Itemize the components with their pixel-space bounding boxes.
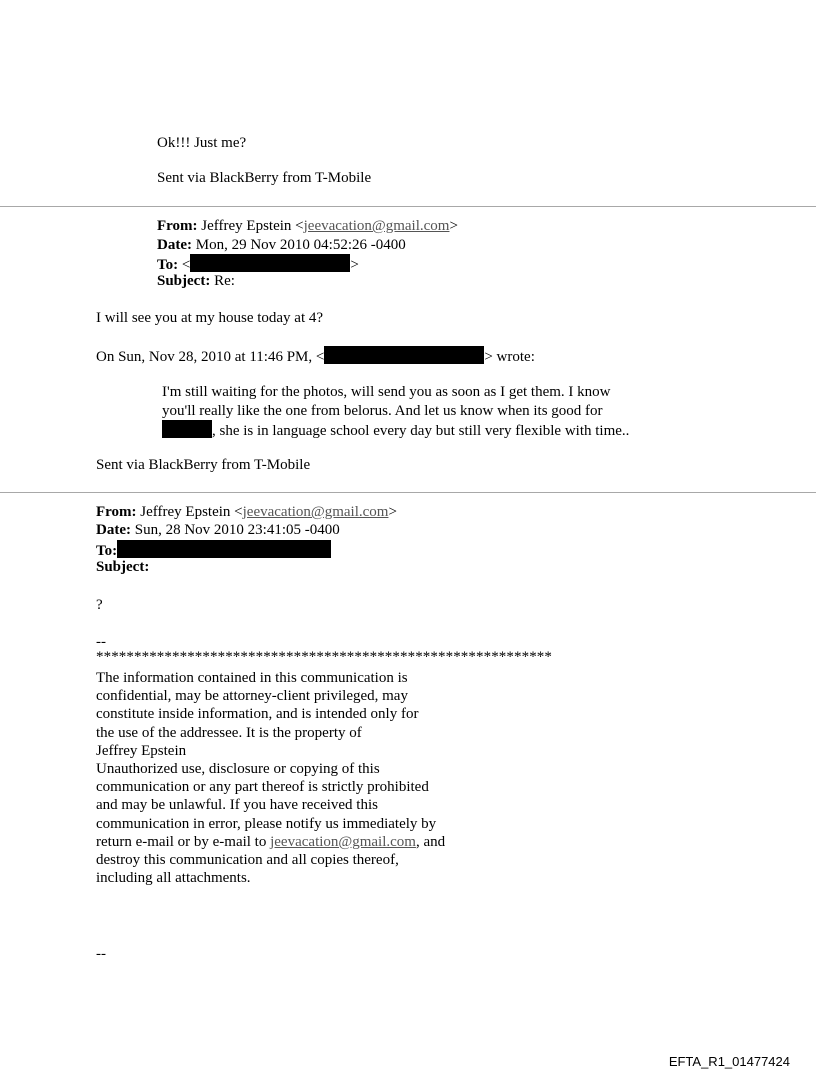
quoted-line: you'll really like the one from belorus. And let us know when its good for	[162, 403, 603, 419]
header1-to	[157, 254, 359, 274]
disclaimer-line: communication in error, please notify us immediately by	[96, 815, 437, 832]
from-name: Jeffrey Epstein <	[140, 504, 243, 520]
to-open: <	[181, 257, 191, 273]
from-close: >	[388, 504, 397, 520]
quoted-line	[162, 420, 629, 440]
disclaimer-line: Unauthorized use, disclosure or copying of this	[96, 761, 380, 778]
header1-date	[157, 236, 406, 254]
disclaimer-line: including all attachments.	[96, 870, 251, 887]
document-id: EFTA_R1_01477424	[668, 1054, 790, 1069]
disclaimer-email-link[interactable]: jeevacation@gmail.com	[270, 833, 416, 850]
quote-intro-prefix: On Sun, Nov 28, 2010 at 11:46 PM, <	[96, 349, 325, 365]
redaction-box	[117, 540, 331, 558]
disclaimer-line	[96, 833, 445, 851]
separator-rule	[0, 206, 816, 207]
quote-intro-suffix: > wrote:	[484, 349, 535, 365]
from-email-link[interactable]: jeevacation@gmail.com	[242, 504, 389, 520]
date-label: Date:	[157, 237, 192, 253]
date-value: Mon, 29 Nov 2010 04:52:26 -0400	[195, 237, 406, 253]
redaction-box	[190, 254, 350, 272]
separator-rule	[0, 492, 816, 493]
disclaimer-line: and may be unlawful. If you have received this	[96, 797, 378, 814]
disclaimer-line: The information contained in this communication is	[96, 670, 408, 686]
to-close: >	[350, 257, 359, 273]
from-close: >	[449, 218, 458, 234]
from-email-link[interactable]: jeevacation@gmail.com	[303, 218, 450, 234]
reply-signature: Sent via BlackBerry from T-Mobile	[157, 170, 372, 186]
header1-subject	[157, 272, 235, 290]
disclaimer-line: Jeffrey Epstein	[96, 742, 187, 759]
disclaimer-line: destroy this communication and all copies thereof,	[96, 852, 399, 869]
from-name: Jeffrey Epstein <	[201, 218, 304, 234]
closing-dash: --	[96, 946, 106, 962]
disclaimer-line: constitute inside information, and is intended only for	[96, 706, 419, 723]
date-label: Date:	[96, 522, 131, 538]
quoted-line-text: , she is in language school every day but still very flexible with time..	[212, 423, 630, 439]
redaction-box	[324, 346, 484, 364]
header1-from	[157, 217, 458, 235]
to-label: To:	[157, 257, 179, 273]
to-label: To:	[96, 543, 118, 559]
reply-body: Ok!!! Just me?	[157, 135, 247, 151]
quoted-line: I'm still waiting for the photos, will send you as soon as I get them. I know	[162, 384, 611, 400]
header2-from	[96, 503, 397, 521]
disclaimer-line: the use of the addressee. It is the property of	[96, 724, 362, 741]
header2-to	[96, 540, 331, 560]
stars-divider: ************************************************************	[96, 649, 552, 665]
subject-value: Re:	[214, 273, 235, 289]
disclaimer-text: return e-mail or by e-mail to	[96, 833, 271, 850]
quote-intro	[96, 346, 535, 366]
disclaimer-text: , and	[415, 833, 446, 850]
message1-body: I will see you at my house today at 4?	[96, 310, 324, 326]
message1-signature: Sent via BlackBerry from T-Mobile	[96, 457, 311, 473]
from-label: From:	[157, 218, 198, 234]
date-value: Sun, 28 Nov 2010 23:41:05 -0400	[134, 522, 340, 538]
disclaimer-line: confidential, may be attorney-client privileged, may	[96, 688, 408, 705]
header2-date	[96, 521, 340, 539]
redaction-box	[162, 420, 212, 438]
disclaimer-line: communication or any part thereof is strictly prohibited	[96, 779, 429, 796]
subject-label: Subject:	[96, 559, 150, 575]
subject-label: Subject:	[157, 273, 211, 289]
message2-body: ?	[96, 597, 103, 613]
from-label: From:	[96, 504, 137, 520]
disclaimer	[96, 669, 445, 887]
header2-subject	[96, 558, 149, 576]
signature-dash: --	[96, 634, 106, 650]
